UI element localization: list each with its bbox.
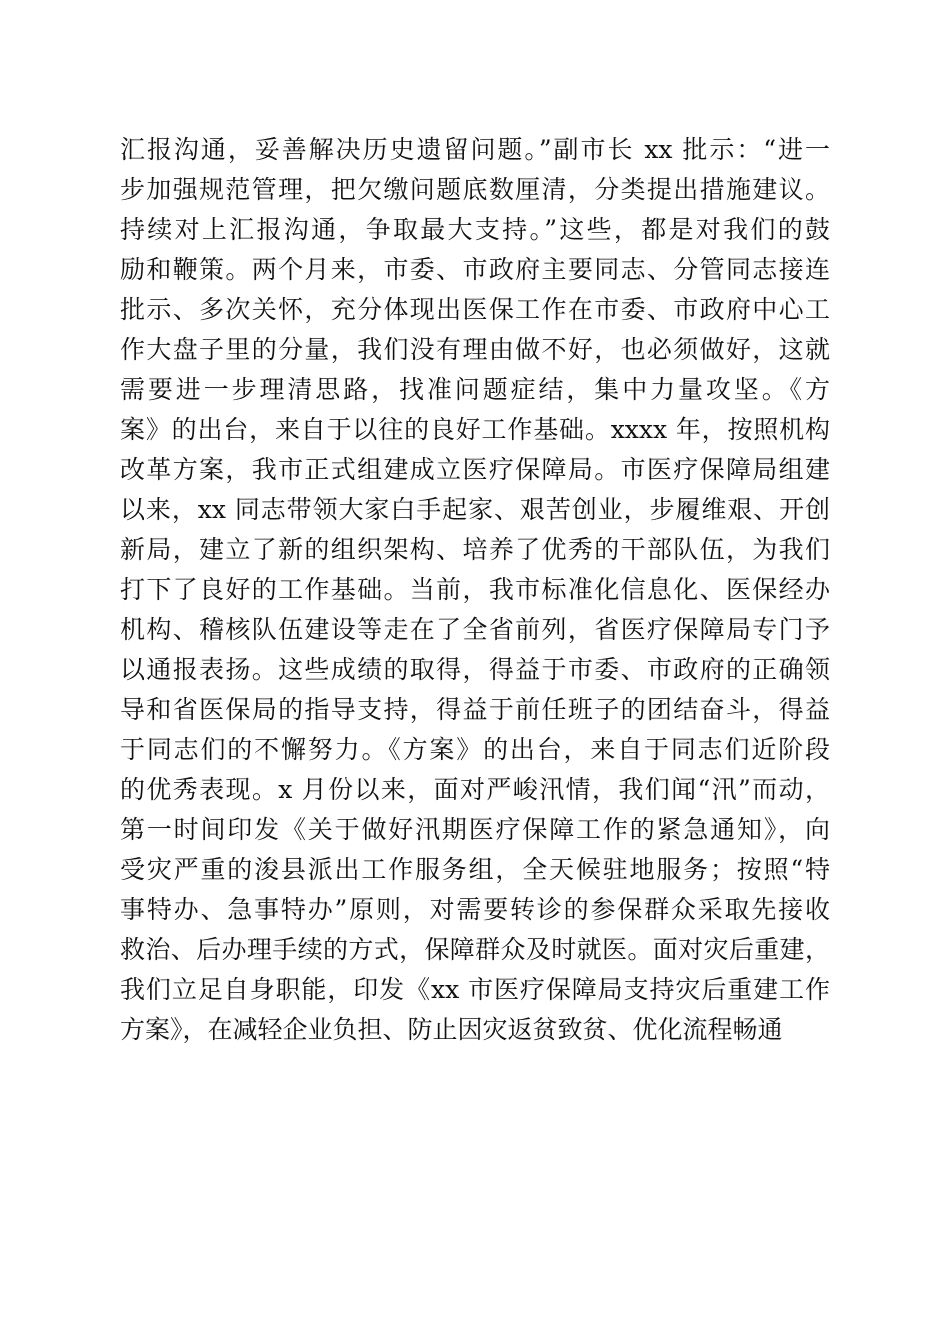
- text-line: 导和省医保局的指导支持，得益于前任班子的团结奋斗，得益: [120, 695, 830, 724]
- text-line: 机构、稽核队伍建设等走在了全省前列，省医疗保障局专门予: [120, 615, 830, 644]
- text-line: 步加强规范管理，把欠缴问题底数厘清，分类提出措施建议。: [120, 175, 830, 204]
- text-line: 批示、多次关怀，充分体现出医保工作在市委、市政府中心工: [120, 295, 830, 324]
- text-line: 以来，xx 同志带领大家白手起家、艰苦创业，步履维艰、开创: [120, 495, 830, 524]
- text-line: 持续对上汇报沟通，争取最大支持。”这些，都是对我们的鼓: [120, 215, 830, 244]
- text-line: 方案》，在减轻企业负担、防止因灾返贫致贫、优化流程畅通: [120, 1015, 783, 1044]
- text-line: 励和鞭策。两个月来，市委、市政府主要同志、分管同志接连: [120, 255, 830, 284]
- text-line: 作大盘子里的分量，我们没有理由做不好，也必须做好，这就: [120, 335, 830, 364]
- text-line: 案》的出台，来自于以往的良好工作基础。xxxx 年，按照机构: [120, 415, 830, 444]
- text-line: 第一时间印发《关于做好汛期医疗保障工作的紧急通知》，向: [120, 815, 830, 844]
- text-line: 新局，建立了新的组织架构、培养了优秀的干部队伍，为我们: [120, 535, 830, 564]
- text-line: 救治、后办理手续的方式，保障群众及时就医。面对灾后重建，: [120, 935, 830, 964]
- text-line: 改革方案，我市正式组建成立医疗保障局。市医疗保障局组建: [120, 455, 830, 484]
- text-line: 于同志们的不懈努力。《方案》的出台，来自于同志们近阶段: [120, 735, 830, 764]
- text-line: 以通报表扬。这些成绩的取得，得益于市委、市政府的正确领: [120, 655, 830, 684]
- text-line: 受灾严重的浚县派出工作服务组，全天候驻地服务；按照“特: [120, 855, 830, 884]
- text-line: 汇报沟通，妥善解决历史遗留问题。”副市长 xx 批示：“进一: [120, 135, 830, 164]
- text-line: 打下了良好的工作基础。当前，我市标准化信息化、医保经办: [120, 575, 830, 604]
- text-line: 事特办、急事特办”原则，对需要转诊的参保群众采取先接收: [120, 895, 830, 924]
- text-line: 需要进一步理清思路，找准问题症结，集中力量攻坚。《方: [120, 375, 830, 404]
- text-line: 我们立足自身职能，印发《xx 市医疗保障局支持灾后重建工作: [120, 975, 830, 1004]
- body-text: [120, 130, 830, 1050]
- text-line: 的优秀表现。x 月份以来，面对严峻汛情，我们闻“汛”而动，: [120, 775, 830, 804]
